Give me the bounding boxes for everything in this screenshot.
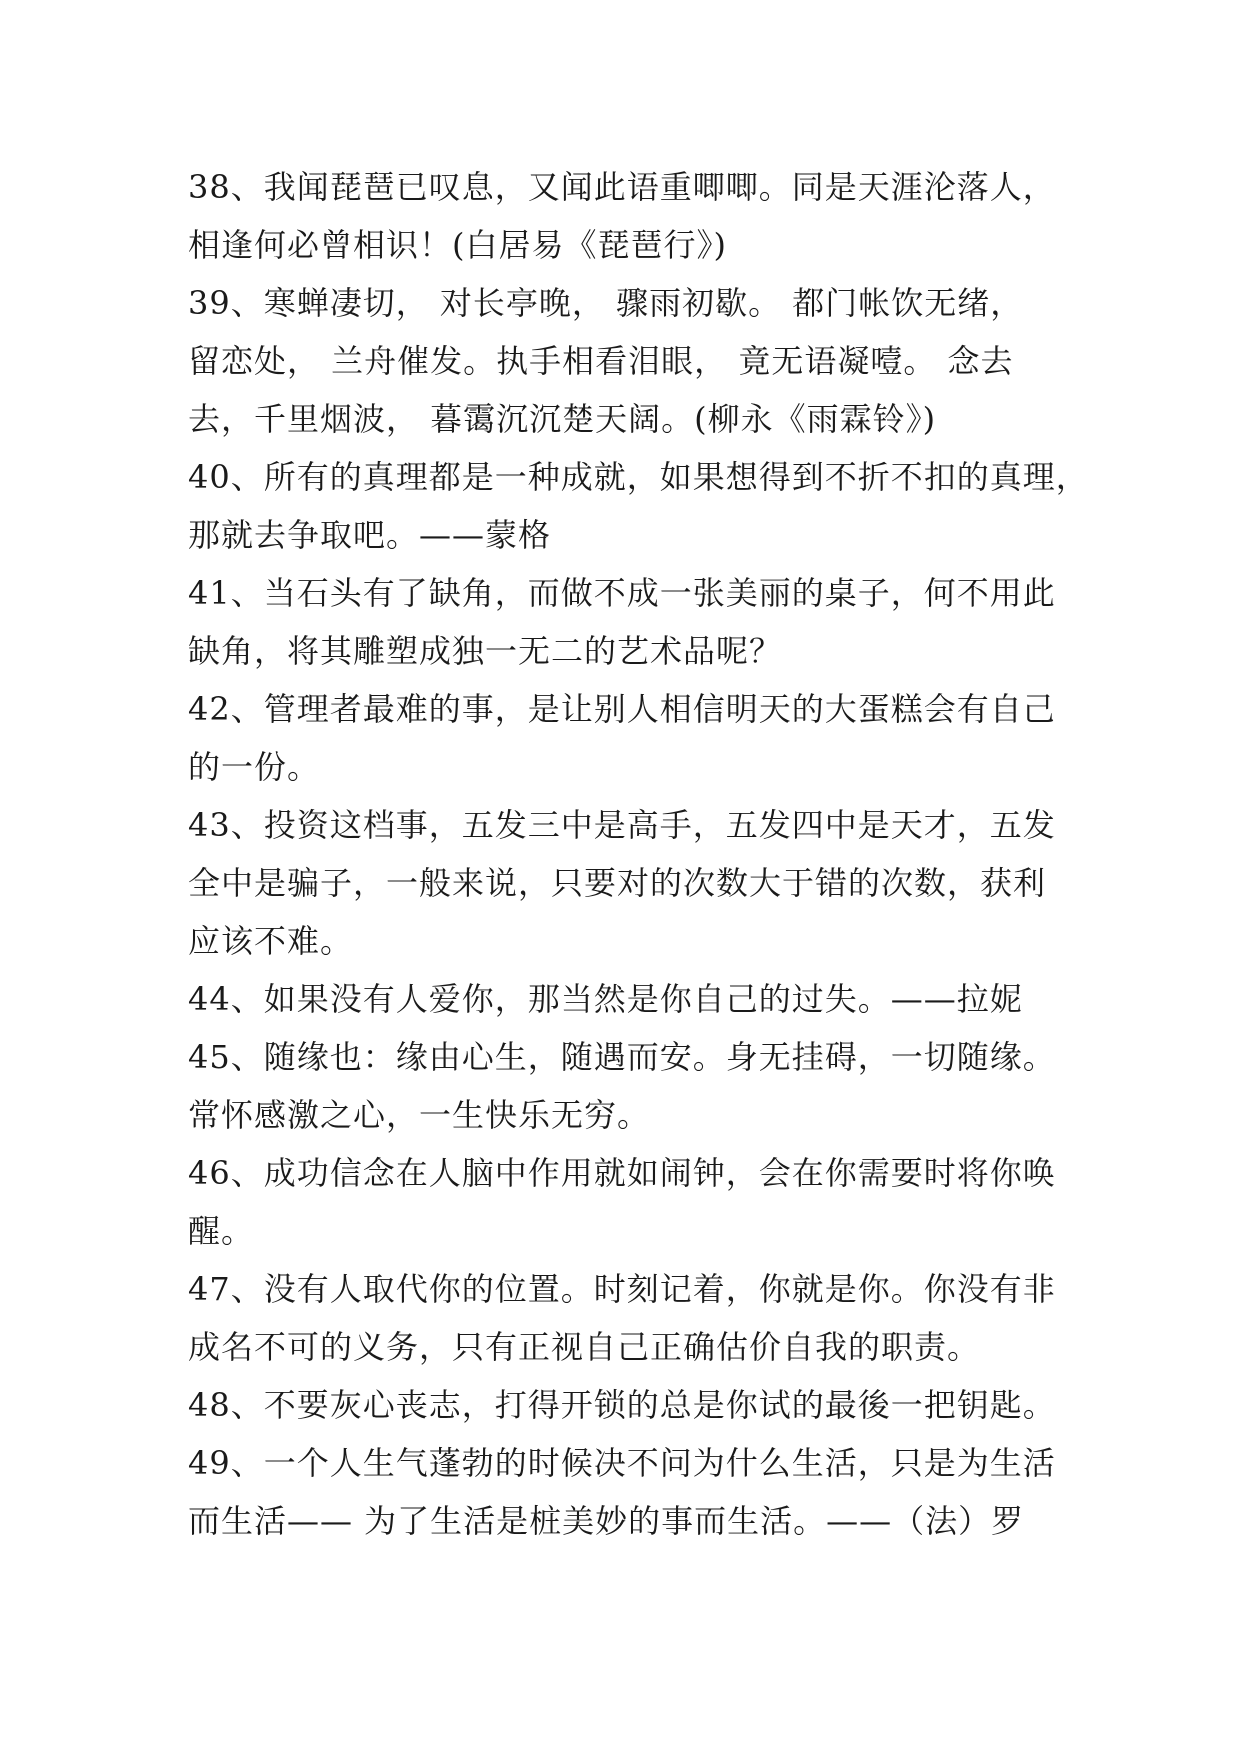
text-line: 相逢何必曾相识！(白居易《琵琶行》) <box>188 226 727 264</box>
text-line: 留恋处， 兰舟催发。执手相看泪眼， 竟无语凝噎。 念去 <box>188 342 1014 380</box>
text-line: 缺角，将其雕塑成独一无二的艺术品呢？ <box>188 632 783 670</box>
text-line: 应该不难。 <box>188 922 354 960</box>
text-line: 40、所有的真理都是一种成就，如果想得到不折不扣的真理， <box>188 458 1089 496</box>
text-line: 42、管理者最难的事，是让别人相信明天的大蛋糕会有自己 <box>188 690 1056 728</box>
text-line: 全中是骗子，一般来说，只要对的次数大于错的次数，获利 <box>188 864 1047 902</box>
text-line: 48、不要灰心丧志，打得开锁的总是你试的最後一把钥匙。 <box>188 1386 1056 1424</box>
text-line: 39、寒蝉凄切， 对长亭晚， 骤雨初歇。 都门帐饮无绪， <box>188 284 1024 322</box>
document-body <box>188 158 1089 1550</box>
text-line: 而生活—— 为了生活是桩美妙的事而生活。——（法）罗 <box>188 1502 1025 1540</box>
text-line: 的一份。 <box>188 748 321 786</box>
text-line: 43、投资这档事，五发三中是高手，五发四中是天才，五发 <box>188 806 1056 844</box>
text-line: 去，千里烟波， 暮霭沉沉楚天阔。(柳永《雨霖铃》) <box>188 400 937 438</box>
text-line: 47、没有人取代你的位置。时刻记着，你就是你。你没有非 <box>188 1270 1056 1308</box>
text-line: 38、我闻琵琶已叹息，又闻此语重唧唧。同是天涯沦落人， <box>188 168 1056 206</box>
text-line: 49、一个人生气蓬勃的时候决不问为什么生活，只是为生活 <box>188 1444 1056 1482</box>
text-line: 醒。 <box>188 1212 255 1250</box>
text-line: 那就去争取吧。——蒙格 <box>188 516 552 554</box>
text-line: 46、成功信念在人脑中作用就如闹钟，会在你需要时将你唤 <box>188 1154 1056 1192</box>
text-line: 成名不可的义务，只有正视自己正确估价自我的职责。 <box>188 1328 981 1366</box>
text-line: 41、当石头有了缺角，而做不成一张美丽的桌子，何不用此 <box>188 574 1056 612</box>
text-line: 常怀感激之心，一生快乐无穷。 <box>188 1096 651 1134</box>
text-line: 44、如果没有人爱你，那当然是你自己的过失。——拉妮 <box>188 980 1023 1018</box>
text-line: 45、随缘也：缘由心生，随遇而安。身无挂碍，一切随缘。 <box>188 1038 1056 1076</box>
